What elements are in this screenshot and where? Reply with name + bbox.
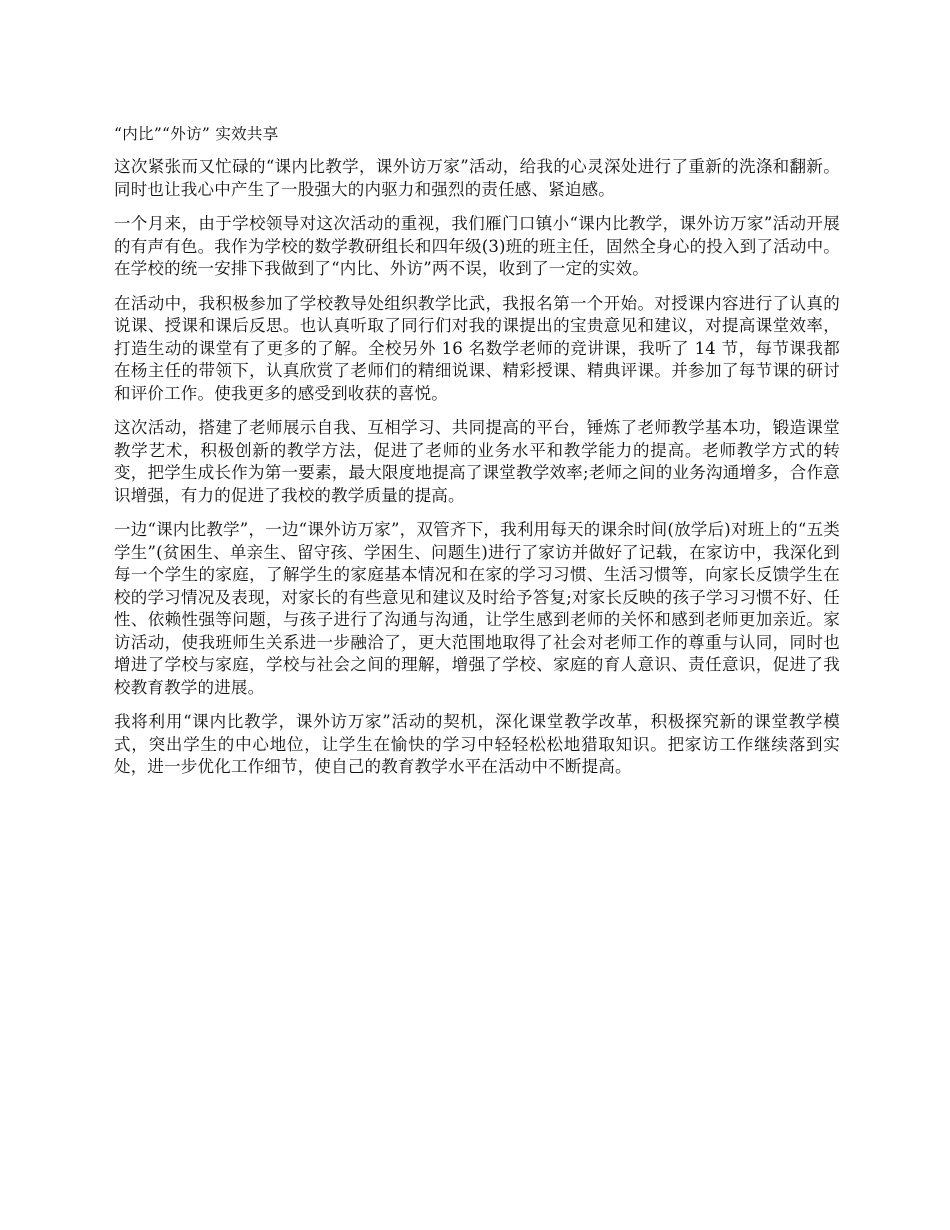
paragraph-5: 一边“课内比教学”，一边“课外访万家”，双管齐下，我利用每天的课余时间(放学后)对班上的“五类学生”(贫困生、单亲生、留守孩、学困生、问题生)进行了家访并做好了记载，在家访中，我深化到每一个学生的家庭，了解学生的家庭基本情况和在家的学习习惯、生活习惯等，向家长反馈学生在校的学习情况及表现，对家长的有些意见和建议及时给予答复;对家长反映的孩子学习习惯不好、任性、依赖性强等问题，与孩子进行了沟通与沟通，让学生感到老师的关怀和感到老师更加亲近。家访活动，使我班师生关系进一步融洽了，更大范围地取得了社会对老师工作的尊重与认同，同时也增进了学校与家庭，学校与社会之间的理解，增强了学校、家庭的育人意识、责任意识，促进了我校教育教学的进展。 (114, 520, 840, 697)
document-title: “内比”“外访” 实效共享 (114, 125, 279, 143)
paragraph-6: 我将利用“课内比教学，课外访万家”活动的契机，深化课堂教学改革，积极探究新的课堂教学模式，突出学生的中心地位，让学生在愉快的学习中轻轻松松地猎取知识。把家访工作继续落到实处，进一步优化工作细节，使自己的教育教学水平在活动中不断提高。 (114, 712, 840, 776)
paragraph-2: 一个月来，由于学校领导对这次活动的重视，我们雁门口镇小“课内比教学，课外访万家”活动开展的有声有色。我作为学校的数学教研组长和四年级(3)班的班主任，固然全身心的投入到了活动中。在学校的统一安排下我做到了“内比、外访”两不误，收到了一定的实效。 (114, 214, 840, 278)
paragraph-4: 这次活动，搭建了老师展示自我、互相学习、共同提高的平台，锤炼了老师教学基本功，锻造课堂教学艺术，积极创新的教学方法，促进了老师的业务水平和教学能力的提高。老师教学方式的转变，把学生成长作为第一要素，最大限度地提高了课堂教学效率;老师之间的业务沟通增多，合作意识增强，有力的促进了我校的教学质量的提高。 (114, 418, 840, 505)
paragraph-1: 这次紧张而又忙碌的“课内比教学，课外访万家”活动，给我的心灵深处进行了重新的洗涤和翻新。同时也让我心中产生了一股强大的内驱力和强烈的责任感、紧迫感。 (114, 157, 840, 199)
document-page (114, 123, 840, 791)
paragraph-3: 在活动中，我积极参加了学校教导处组织教学比武，我报名第一个开始。对授课内容进行了认真的说课、授课和课后反思。也认真听取了同行们对我的课提出的宝贵意见和建议，对提高课堂效率，打造生动的课堂有了更多的了解。全校另外 16 名数学老师的竞讲课，我听了 14 节，每节课我都在杨主任的带领下，认真欣赏了老师们的精细说课、精彩授课、精典评课。并参加了每节课的研讨和评价工作。使我更多的感受到收获的喜悦。 (114, 293, 840, 403)
